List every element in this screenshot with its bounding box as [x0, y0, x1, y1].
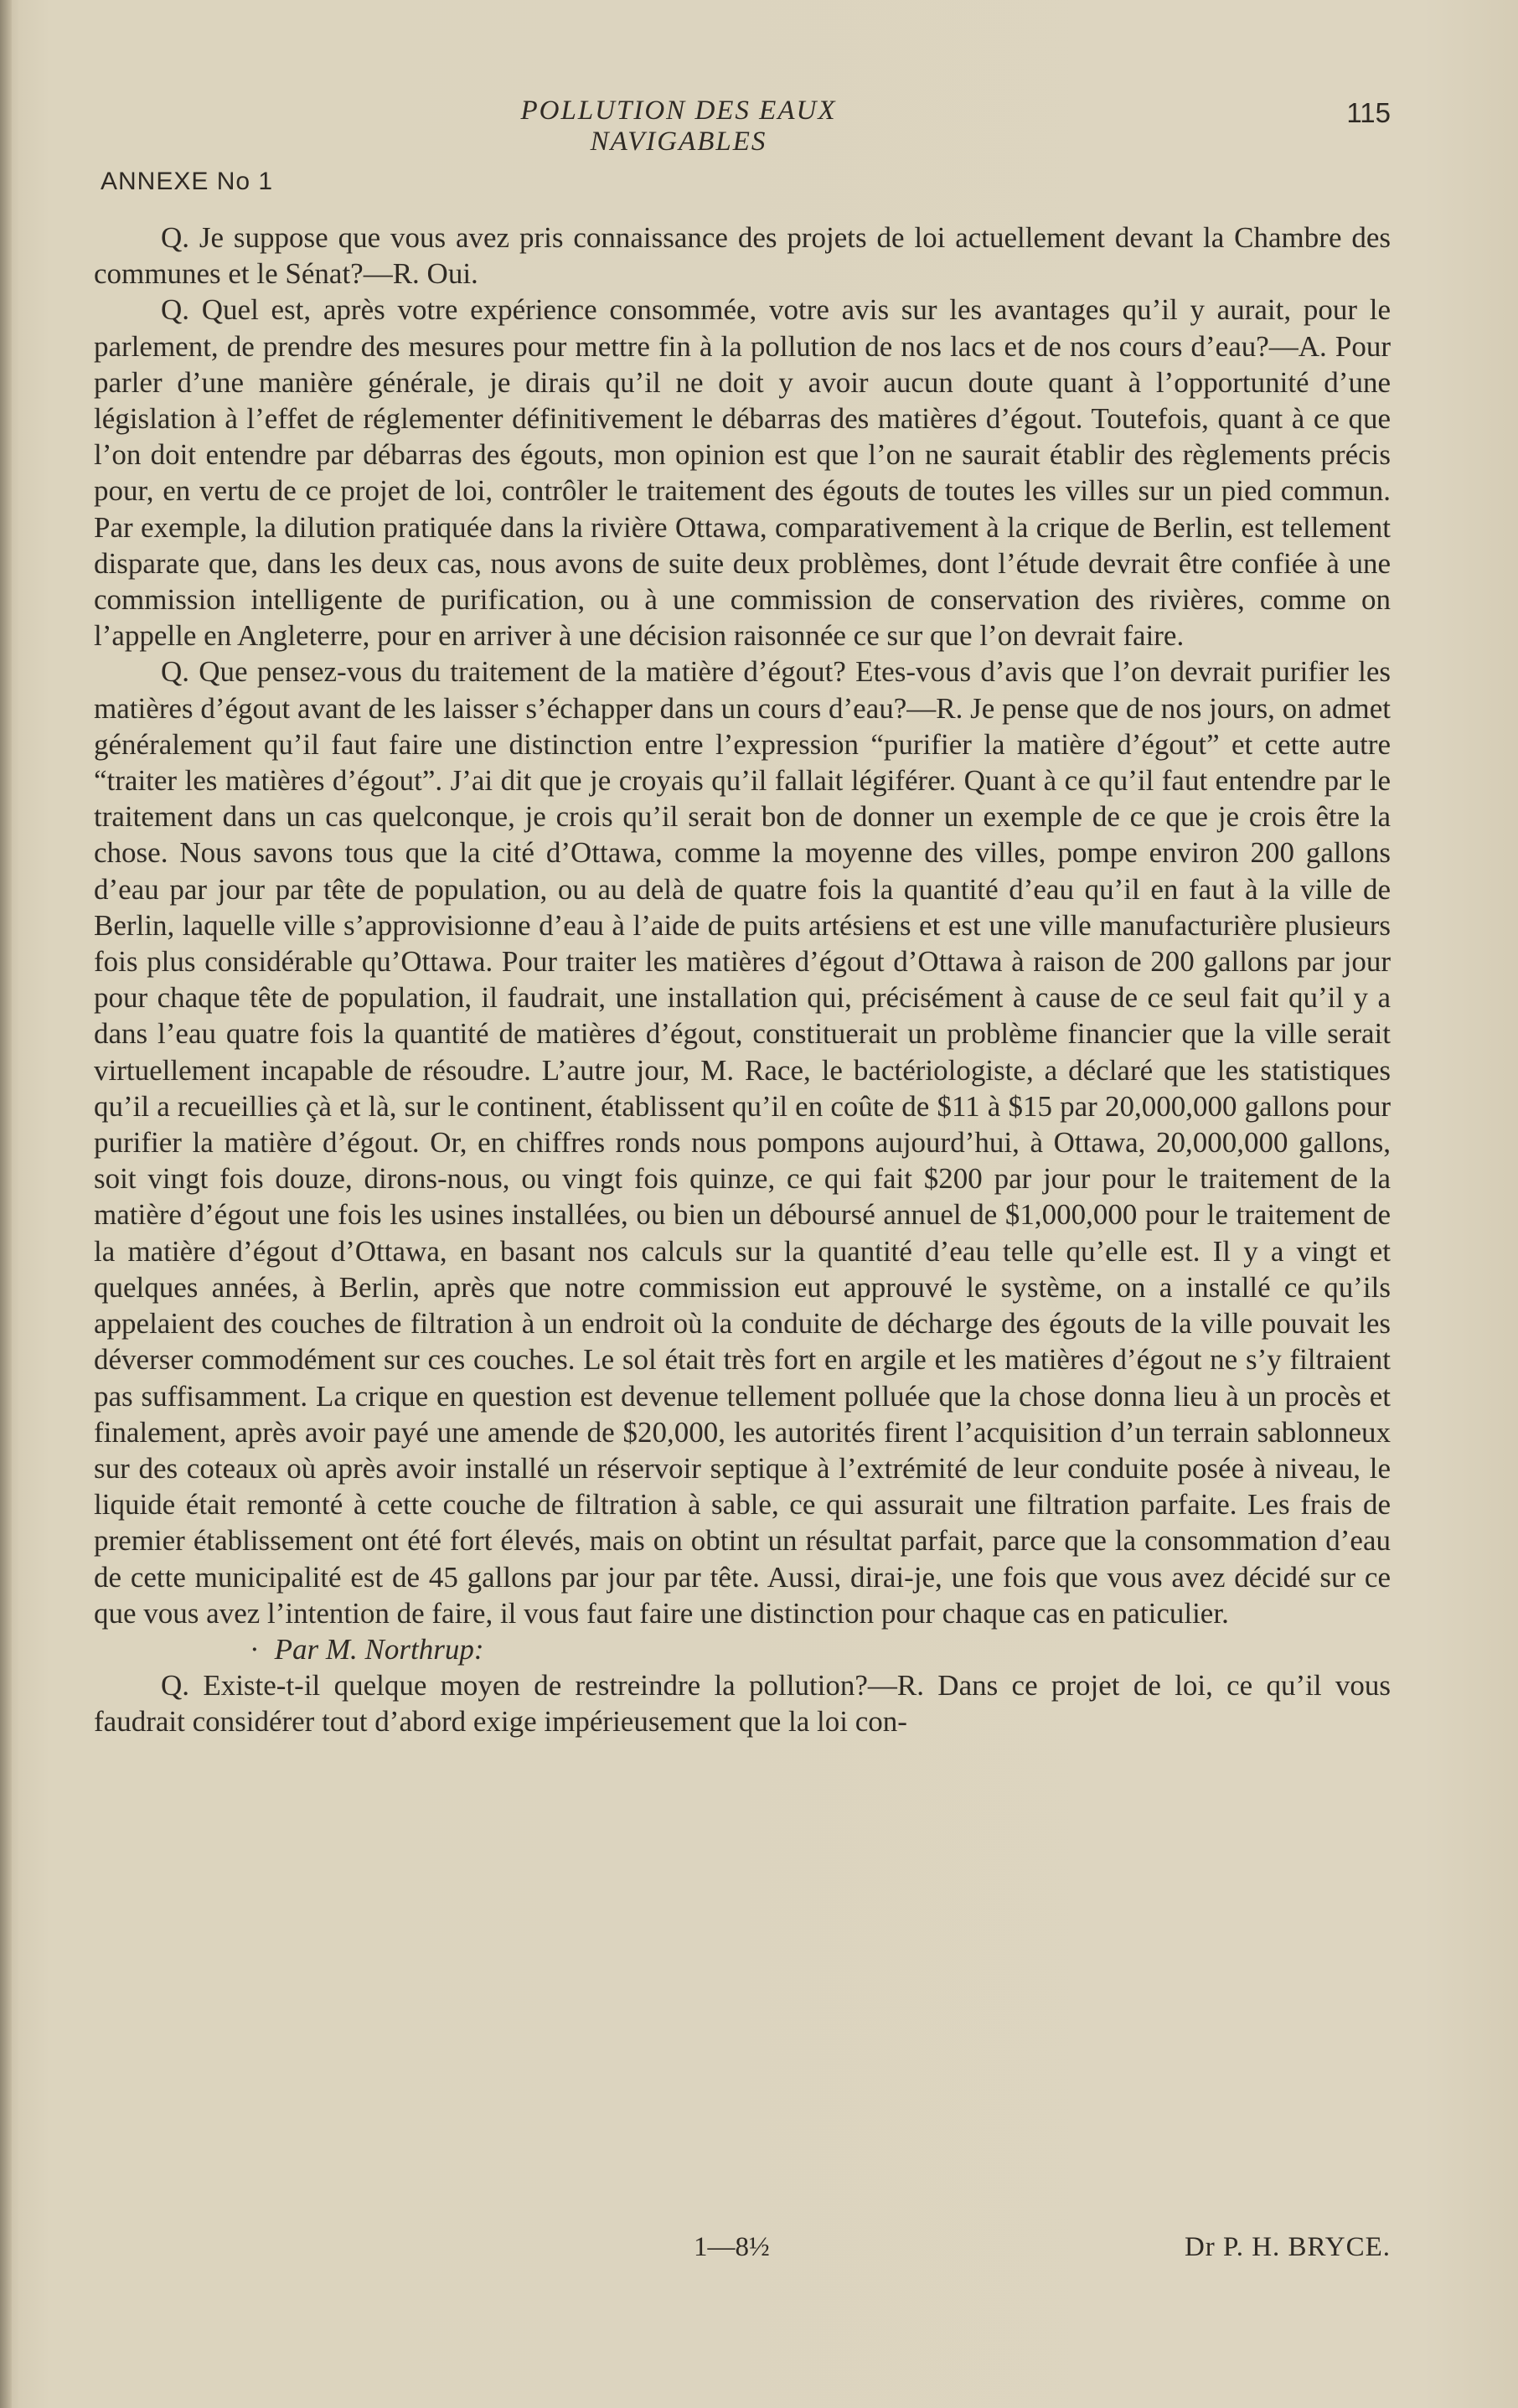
- speaker-heading: [94, 1631, 1391, 1667]
- paragraph: Q. Quel est, après votre expérience consommée, votre avis sur les avantages qu’il y aurait, pour le parlement, de prendre des mesures pour mettre fin à la pollution de nos lacs et de nos cours d’eau?—A. Pour parler d’une manière générale, je dirais qu’il ne doit y avoir aucun doute quant à l’opportunité d’une législation à l’effet de réglementer définitivement le débarras des matières d’égout. Toutefois, quant à ce que l’on doit entendre par débarras des égouts, mon opinion est que l’on ne saurait établir des règlements précis pour, en vertu de ce projet de loi, contrôler le traitement des égouts de toutes les villes sur un pied commun. Par exemple, la dilution pratiquée dans la rivière Ottawa, comparativement à la crique de Berlin, est tellement disparate que, dans les deux cas, nous avons de suite deux problèmes, dont l’étude devrait être confiée à une commission intelligente de purification, ou à une commission de conservation des rivières, comme on l’appelle en Angleterre, pour en arriver à une décision raisonnée ce sur que l’on devrait faire.: [94, 293, 1391, 653]
- body-text: [94, 220, 1391, 1740]
- annex-label: ANNEXE No 1: [101, 168, 274, 195]
- page-footer: [94, 2232, 1391, 2274]
- page-header: [101, 96, 1391, 157]
- paragraph: Q. Existe-t-il quelque moyen de restreindre la pollution?—R. Dans ce projet de loi, ce qu’il vous faudrait considérer tout d’abord exige impérieusement que la loi con-: [94, 1669, 1391, 1739]
- running-title: POLLUTION DES EAUX NAVIGABLES: [520, 96, 837, 157]
- paragraph: Q. Que pensez-vous du traitement de la matière d’égout? Etes-vous d’avis que l’on devrait purifier les matières d’égout avant de les laisser s’échapper dans un cours d’eau?—R. Je pense que de nos jours, on admet généralement qu’il faut faire une distinction entre l’expression “purifier la matière d’égout” et cette autre “traiter les matières d’égout”. J’ai dit que je croyais qu’il fallait légiférer. Quant à ce qu’il faut entendre par le traitement dans un cas quelconque, je crois qu’il serait bon de donner un exemple de ce que je crois être la chose. Nous savons tous que la cité d’Ottawa, comme la moyenne des villes, pompe environ 200 gallons d’eau par jour par tête de population, ou au delà de quatre fois la quantité d’eau qu’il en faut à la ville de Berlin, laquelle ville s’approvisionne d’eau à l’aide de puits artésiens et est une ville manufacturière plusieurs fois plus considérable qu’Ottawa. Pour traiter les matières d’égout d’Ottawa à raison de 200 gallons par jour pour chaque tête de population, il faudrait, une installation qui, précisément à cause de ce seul fait qu’il y a dans l’eau quatre fois la quantité de matières d’égout, constituerait un problème financier que la ville serait virtuellement incapable de résoudre. L’autre jour, M. Race, le bactériologiste, a déclaré que les statistiques qu’il a recueillies çà et là, sur le continent, établissent qu’il en coûte de $11 à $15 par 20,000,000 gallons pour purifier la matière d’égout. Or, en chiffres ronds nous pompons aujourd’hui, à Ottawa, 20,000,000 gallons, soit vingt fois douze, dirons-nous, ou vingt fois quinze, ce qui fait $200 par jour pour le traitement de la matière d’égout une fois les usines installées, ou bien un déboursé annuel de $1,000,000 pour le traitement de la matière d’égout d’Ottawa, en basant nos calculs sur la quantité d’eau telle qu’elle est. Il y a vingt et quelques années, à Berlin, après que notre commission eut approuvé le système, on a installé ce qu’ils appelaient des couches de filtration à un endroit où la conduite de décharge des égouts de la ville pouvait les déverser commodément sur ces couches. Le sol était très fort en argile et les matières d’égout ne s’y filtraient pas suffisamment. La crique en question est devenue tellement polluée que la chose donna lieu à un procès et finalement, après avoir payé une amende de $20,000, les autorités firent l’acquisition d’un terrain sablonneux sur des coteaux où après avoir installé un réservoir septique à l’extrémité de leur conduite posée à niveau, le liquide était remonté à cette couche de filtration à sable, ce qui assurait une filtration parfaite. Les frais de premier établissement ont été fort élevés, mais on obtint un résultat parfait, parce que la consommation d’eau de cette municipalité est de 45 gallons par jour par tête. Aussi, dirai-je, une fois que vous avez décidé sur ce que vous avez l’intention de faire, il vous faut faire une distinction pour chaque cas en paticulier.: [94, 655, 1391, 1630]
- footer-author: Dr P. H. BRYCE.: [1184, 2232, 1391, 2262]
- binding-edge: [0, 0, 12, 2408]
- bullet-mark: ·: [250, 1632, 260, 1666]
- page-number: 115: [1346, 97, 1391, 128]
- signature-folio: 1—8½: [694, 2232, 770, 2262]
- paragraph: Q. Je suppose que vous avez pris connaissance des projets de loi actuellement devant la Chambre des communes et le Sénat?—R. Oui.: [94, 221, 1391, 291]
- speaker-label: Par M. Northrup:: [274, 1632, 484, 1666]
